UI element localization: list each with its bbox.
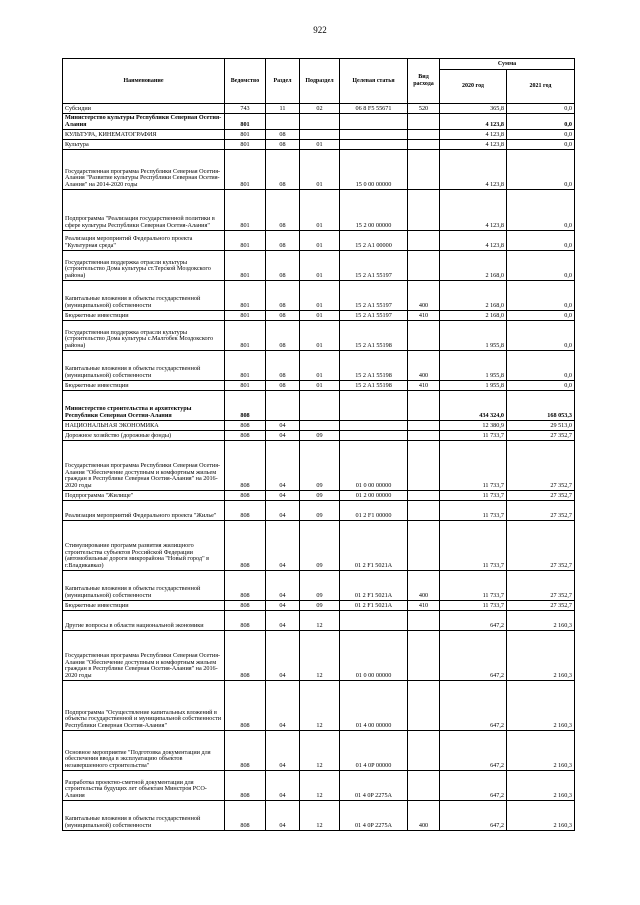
cell-department: 801 (225, 281, 266, 311)
cell-name: Основное мероприятие "Подготовка документации для обеспечения ввода в эксплуатацию объектов незавершенного строительства" (63, 731, 225, 771)
cell-2021: 2 160,3 (507, 771, 575, 801)
cell-expense-type (408, 321, 440, 351)
cell-2021: 2 160,3 (507, 731, 575, 771)
cell-department: 808 (225, 801, 266, 831)
cell-expense-type: 400 (408, 281, 440, 311)
cell-article: 01 2 F1 5021A (340, 601, 408, 611)
budget-table (62, 58, 575, 831)
cell-2021: 0,0 (507, 381, 575, 391)
page-number: 922 (313, 25, 327, 35)
table-row (63, 801, 575, 831)
cell-2021: 27 352,7 (507, 571, 575, 601)
table-row (63, 391, 575, 421)
cell-name: Государственная программа Республики Северная Осетия-Алания "Развитие культуры Республики Северная Осетия-Алания" на 2014-2020 годы (63, 150, 225, 190)
table-row (63, 351, 575, 381)
cell-subsection: 09 (300, 571, 340, 601)
cell-expense-type (408, 611, 440, 631)
cell-section: 04 (266, 491, 300, 501)
cell-expense-type: 400 (408, 571, 440, 601)
cell-expense-type (408, 441, 440, 491)
cell-department: 743 (225, 104, 266, 114)
cell-article: 15 2 A1 55197 (340, 281, 408, 311)
table-row (63, 771, 575, 801)
cell-section: 08 (266, 150, 300, 190)
cell-department: 801 (225, 150, 266, 190)
cell-subsection: 12 (300, 731, 340, 771)
cell-2020: 4 123,8 (440, 190, 507, 231)
cell-section: 04 (266, 611, 300, 631)
cell-expense-type (408, 130, 440, 140)
cell-2021: 2 160,3 (507, 611, 575, 631)
cell-department: 808 (225, 731, 266, 771)
cell-subsection: 09 (300, 521, 340, 571)
cell-name: Разработка проектно-сметной документации для строительства будущих лет объектам Минстроя РСО-Алания (63, 771, 225, 801)
cell-section: 08 (266, 190, 300, 231)
cell-2021: 2 160,3 (507, 681, 575, 731)
cell-subsection (300, 114, 340, 130)
header-article: Целевая статья (340, 59, 408, 104)
cell-2020: 4 123,8 (440, 130, 507, 140)
table-row (63, 571, 575, 601)
cell-2020: 365,8 (440, 104, 507, 114)
cell-article: 01 4 0P 2275A (340, 771, 408, 801)
table-row (63, 681, 575, 731)
cell-department: 801 (225, 190, 266, 231)
cell-2020: 11 733,7 (440, 571, 507, 601)
cell-article: 01 0 00 00000 (340, 631, 408, 681)
cell-article: 01 2 F1 5021A (340, 521, 408, 571)
cell-2020: 434 324,0 (440, 391, 507, 421)
cell-section: 04 (266, 521, 300, 571)
cell-2020: 11 733,7 (440, 521, 507, 571)
cell-2021: 0,0 (507, 251, 575, 281)
cell-article: 15 2 A1 55198 (340, 321, 408, 351)
cell-article: 15 2 A1 55197 (340, 311, 408, 321)
cell-article: 15 2 A1 55198 (340, 351, 408, 381)
cell-department: 801 (225, 351, 266, 381)
cell-2020: 647,2 (440, 631, 507, 681)
cell-section: 08 (266, 381, 300, 391)
cell-2020: 1 955,8 (440, 351, 507, 381)
cell-name: Капитальные вложения в объекты государственной (муниципальной) собственности (63, 351, 225, 381)
cell-2021: 0,0 (507, 140, 575, 150)
cell-subsection: 09 (300, 601, 340, 611)
cell-section: 04 (266, 731, 300, 771)
cell-expense-type (408, 431, 440, 441)
cell-article: 15 2 A1 55197 (340, 251, 408, 281)
cell-name: Капитальные вложения в объекты государственной (муниципальной) собственности (63, 281, 225, 311)
table-row (63, 130, 575, 140)
header-expense-type: Вид расхода (408, 59, 440, 104)
cell-section: 04 (266, 571, 300, 601)
cell-expense-type: 520 (408, 104, 440, 114)
cell-subsection: 12 (300, 681, 340, 731)
cell-article: 15 2 00 00000 (340, 190, 408, 231)
header-year-2021: 2021 год (507, 69, 575, 103)
cell-2021: 0,0 (507, 150, 575, 190)
cell-subsection: 09 (300, 441, 340, 491)
cell-department: 808 (225, 521, 266, 571)
cell-expense-type (408, 521, 440, 571)
cell-article (340, 114, 408, 130)
cell-2021: 0,0 (507, 130, 575, 140)
cell-2021: 0,0 (507, 114, 575, 130)
cell-name: Капитальные вложения в объекты государственной (муниципальной) собственности (63, 801, 225, 831)
table-row (63, 140, 575, 150)
cell-subsection: 01 (300, 381, 340, 391)
cell-2021: 0,0 (507, 190, 575, 231)
cell-name: КУЛЬТУРА, КИНЕМАТОГРАФИЯ (63, 130, 225, 140)
cell-name: Субсидии (63, 104, 225, 114)
cell-article: 15 2 A1 55198 (340, 381, 408, 391)
cell-expense-type: 410 (408, 381, 440, 391)
header-section: Раздел (266, 59, 300, 104)
cell-2020: 647,2 (440, 611, 507, 631)
cell-2021: 29 513,0 (507, 421, 575, 431)
cell-2021: 0,0 (507, 311, 575, 321)
cell-name: Государственная программа Республики Северная Осетия-Алания "Обеспечение доступным и комфортным жильем граждан в Республике Северная Осетия-Алания" на 2016-2020 годы (63, 441, 225, 491)
cell-expense-type: 410 (408, 311, 440, 321)
cell-subsection: 01 (300, 351, 340, 381)
cell-2020: 647,2 (440, 731, 507, 771)
cell-article: 01 4 0P 00000 (340, 731, 408, 771)
cell-2021: 2 160,3 (507, 631, 575, 681)
cell-department: 808 (225, 611, 266, 631)
cell-expense-type (408, 150, 440, 190)
cell-department: 808 (225, 501, 266, 521)
table-row (63, 521, 575, 571)
cell-expense-type (408, 681, 440, 731)
table-row (63, 150, 575, 190)
cell-name: Подпрограмма "Жилище" (63, 491, 225, 501)
cell-article (340, 391, 408, 421)
cell-section: 08 (266, 281, 300, 311)
cell-name: Культура (63, 140, 225, 150)
cell-department: 808 (225, 771, 266, 801)
cell-2020: 647,2 (440, 801, 507, 831)
cell-name: Дорожное хозяйство (дорожные фонды) (63, 431, 225, 441)
cell-2020: 1 955,8 (440, 321, 507, 351)
cell-2020: 647,2 (440, 681, 507, 731)
cell-expense-type (408, 731, 440, 771)
cell-name: Подпрограмма "Реализация государственной политики в сфере культуры Республики Северная Осетия-Алания" (63, 190, 225, 231)
cell-subsection (300, 391, 340, 421)
cell-section: 04 (266, 501, 300, 521)
cell-section: 08 (266, 130, 300, 140)
table-row (63, 281, 575, 311)
table-row (63, 631, 575, 681)
cell-department: 801 (225, 381, 266, 391)
table-row (63, 231, 575, 251)
header-department: Ведомство (225, 59, 266, 104)
cell-department: 808 (225, 391, 266, 421)
table-row (63, 491, 575, 501)
cell-subsection: 01 (300, 190, 340, 231)
cell-department: 801 (225, 311, 266, 321)
cell-2021: 168 053,3 (507, 391, 575, 421)
cell-name: НАЦИОНАЛЬНАЯ ЭКОНОМИКА (63, 421, 225, 431)
cell-subsection: 12 (300, 631, 340, 681)
cell-article: 15 0 00 00000 (340, 150, 408, 190)
cell-subsection: 12 (300, 771, 340, 801)
cell-section: 08 (266, 321, 300, 351)
cell-expense-type (408, 140, 440, 150)
cell-article: 01 4 00 00000 (340, 681, 408, 731)
cell-section: 04 (266, 681, 300, 731)
table-row (63, 190, 575, 231)
cell-name: Бюджетные инвестиции (63, 311, 225, 321)
cell-2021: 27 352,7 (507, 431, 575, 441)
cell-2020: 11 733,7 (440, 491, 507, 501)
cell-name: Подпрограмма "Осуществление капитальных вложений в объекты государственной и муниципальной собственности Республики Северная Осетия-Алания" (63, 681, 225, 731)
cell-expense-type (408, 190, 440, 231)
cell-2021: 2 160,3 (507, 801, 575, 831)
cell-subsection: 01 (300, 140, 340, 150)
cell-article: 01 4 0P 2275A (340, 801, 408, 831)
cell-2021: 0,0 (507, 104, 575, 114)
cell-expense-type (408, 501, 440, 521)
table-row (63, 421, 575, 431)
cell-expense-type: 400 (408, 351, 440, 381)
cell-section (266, 391, 300, 421)
cell-section: 04 (266, 801, 300, 831)
cell-subsection: 09 (300, 501, 340, 521)
cell-2021: 27 352,7 (507, 501, 575, 521)
table-row (63, 501, 575, 521)
cell-name: Министерство строительства и архитектуры Республики Северная Осетия-Алания (63, 391, 225, 421)
cell-2021: 27 352,7 (507, 491, 575, 501)
cell-2021: 0,0 (507, 281, 575, 311)
cell-name: Государственная поддержка отрасли культуры (строительство Дома культуры ст.Терской Моздокского района) (63, 251, 225, 281)
cell-subsection: 09 (300, 491, 340, 501)
table-row (63, 251, 575, 281)
cell-article (340, 130, 408, 140)
cell-department: 808 (225, 431, 266, 441)
cell-article (340, 431, 408, 441)
cell-article (340, 611, 408, 631)
cell-2021: 0,0 (507, 351, 575, 381)
cell-2020: 11 733,7 (440, 441, 507, 491)
cell-expense-type (408, 391, 440, 421)
table-row (63, 114, 575, 130)
cell-subsection: 01 (300, 150, 340, 190)
header-subsection: Подраздел (300, 59, 340, 104)
cell-section: 04 (266, 421, 300, 431)
cell-name: Реализация мероприятий Федерального проекта "Культурная среда" (63, 231, 225, 251)
cell-section (266, 114, 300, 130)
cell-section: 04 (266, 431, 300, 441)
table-row (63, 104, 575, 114)
cell-article (340, 140, 408, 150)
cell-article: 01 2 F1 00000 (340, 501, 408, 521)
cell-name: Другие вопросы в области национальной экономики (63, 611, 225, 631)
cell-article: 01 0 00 00000 (340, 441, 408, 491)
cell-name: Реализация мероприятий Федерального проекта "Жилье" (63, 501, 225, 521)
header-year-2020: 2020 год (440, 69, 507, 103)
cell-2020: 11 733,7 (440, 601, 507, 611)
cell-expense-type (408, 631, 440, 681)
table-row (63, 381, 575, 391)
cell-article: 15 2 A1 00000 (340, 231, 408, 251)
cell-2021: 27 352,7 (507, 601, 575, 611)
cell-subsection (300, 130, 340, 140)
cell-name: Бюджетные инвестиции (63, 601, 225, 611)
cell-name: Государственная программа Республики Северная Осетия-Алания "Обеспечение доступным и комфортным жильем граждан в Республике Северная Осетия-Алания" на 2016-2020 годы (63, 631, 225, 681)
cell-subsection: 01 (300, 321, 340, 351)
cell-article: 06 8 F5 55671 (340, 104, 408, 114)
table-row (63, 311, 575, 321)
cell-department: 801 (225, 130, 266, 140)
cell-2020: 2 168,0 (440, 281, 507, 311)
cell-section: 08 (266, 251, 300, 281)
table-row (63, 601, 575, 611)
cell-name: Государственная поддержка отрасли культуры (строительство Дома культуры с.Малгобек Моздокского района) (63, 321, 225, 351)
cell-expense-type: 400 (408, 801, 440, 831)
cell-subsection: 09 (300, 431, 340, 441)
cell-2020: 647,2 (440, 771, 507, 801)
cell-expense-type (408, 114, 440, 130)
header-name: Наименование (63, 59, 225, 104)
cell-2021: 0,0 (507, 321, 575, 351)
cell-subsection: 01 (300, 231, 340, 251)
cell-expense-type (408, 421, 440, 431)
cell-department: 801 (225, 231, 266, 251)
cell-section: 04 (266, 601, 300, 611)
cell-name: Капитальные вложения в объекты государственной (муниципальной) собственности (63, 571, 225, 601)
cell-expense-type (408, 251, 440, 281)
cell-article: 01 2 F1 5021A (340, 571, 408, 601)
cell-article: 01 2 00 00000 (340, 491, 408, 501)
cell-section: 04 (266, 771, 300, 801)
cell-department: 801 (225, 251, 266, 281)
cell-subsection: 01 (300, 281, 340, 311)
table-row (63, 611, 575, 631)
cell-subsection (300, 421, 340, 431)
cell-2021: 27 352,7 (507, 441, 575, 491)
cell-name: Министерство культуры Республики Северная Осетия-Алания (63, 114, 225, 130)
cell-2021: 27 352,7 (507, 521, 575, 571)
cell-subsection: 02 (300, 104, 340, 114)
cell-department: 801 (225, 114, 266, 130)
cell-expense-type (408, 771, 440, 801)
cell-section: 04 (266, 631, 300, 681)
table-row (63, 731, 575, 771)
cell-department: 808 (225, 681, 266, 731)
header-sum: Сумма (440, 59, 575, 70)
cell-2020: 11 733,7 (440, 431, 507, 441)
cell-2020: 4 123,8 (440, 114, 507, 130)
cell-section: 04 (266, 441, 300, 491)
cell-2020: 4 123,8 (440, 231, 507, 251)
cell-2020: 1 955,8 (440, 381, 507, 391)
cell-department: 808 (225, 571, 266, 601)
cell-name: Бюджетные инвестиции (63, 381, 225, 391)
cell-article (340, 421, 408, 431)
table-row (63, 441, 575, 491)
cell-department: 808 (225, 441, 266, 491)
cell-2020: 4 123,8 (440, 150, 507, 190)
table-row (63, 431, 575, 441)
cell-section: 08 (266, 140, 300, 150)
cell-subsection: 12 (300, 801, 340, 831)
cell-department: 801 (225, 140, 266, 150)
cell-section: 08 (266, 311, 300, 321)
cell-department: 808 (225, 601, 266, 611)
cell-expense-type (408, 231, 440, 251)
cell-2021: 0,0 (507, 231, 575, 251)
cell-department: 808 (225, 491, 266, 501)
cell-2020: 4 123,8 (440, 140, 507, 150)
cell-expense-type: 410 (408, 601, 440, 611)
cell-department: 801 (225, 321, 266, 351)
cell-2020: 2 168,0 (440, 311, 507, 321)
cell-section: 08 (266, 231, 300, 251)
table-body (63, 104, 575, 831)
cell-expense-type (408, 491, 440, 501)
cell-department: 808 (225, 421, 266, 431)
cell-subsection: 12 (300, 611, 340, 631)
cell-2020: 2 168,0 (440, 251, 507, 281)
cell-department: 808 (225, 631, 266, 681)
cell-subsection: 01 (300, 251, 340, 281)
cell-section: 08 (266, 351, 300, 381)
cell-section: 11 (266, 104, 300, 114)
cell-name: Стимулирование программ развития жилищного строительства субъектов Российской Федерации (автомобильные дороги микрорайона "Новый город" в г.Владикавказ) (63, 521, 225, 571)
cell-subsection: 01 (300, 311, 340, 321)
table-row (63, 321, 575, 351)
cell-2020: 12 380,9 (440, 421, 507, 431)
cell-2020: 11 733,7 (440, 501, 507, 521)
